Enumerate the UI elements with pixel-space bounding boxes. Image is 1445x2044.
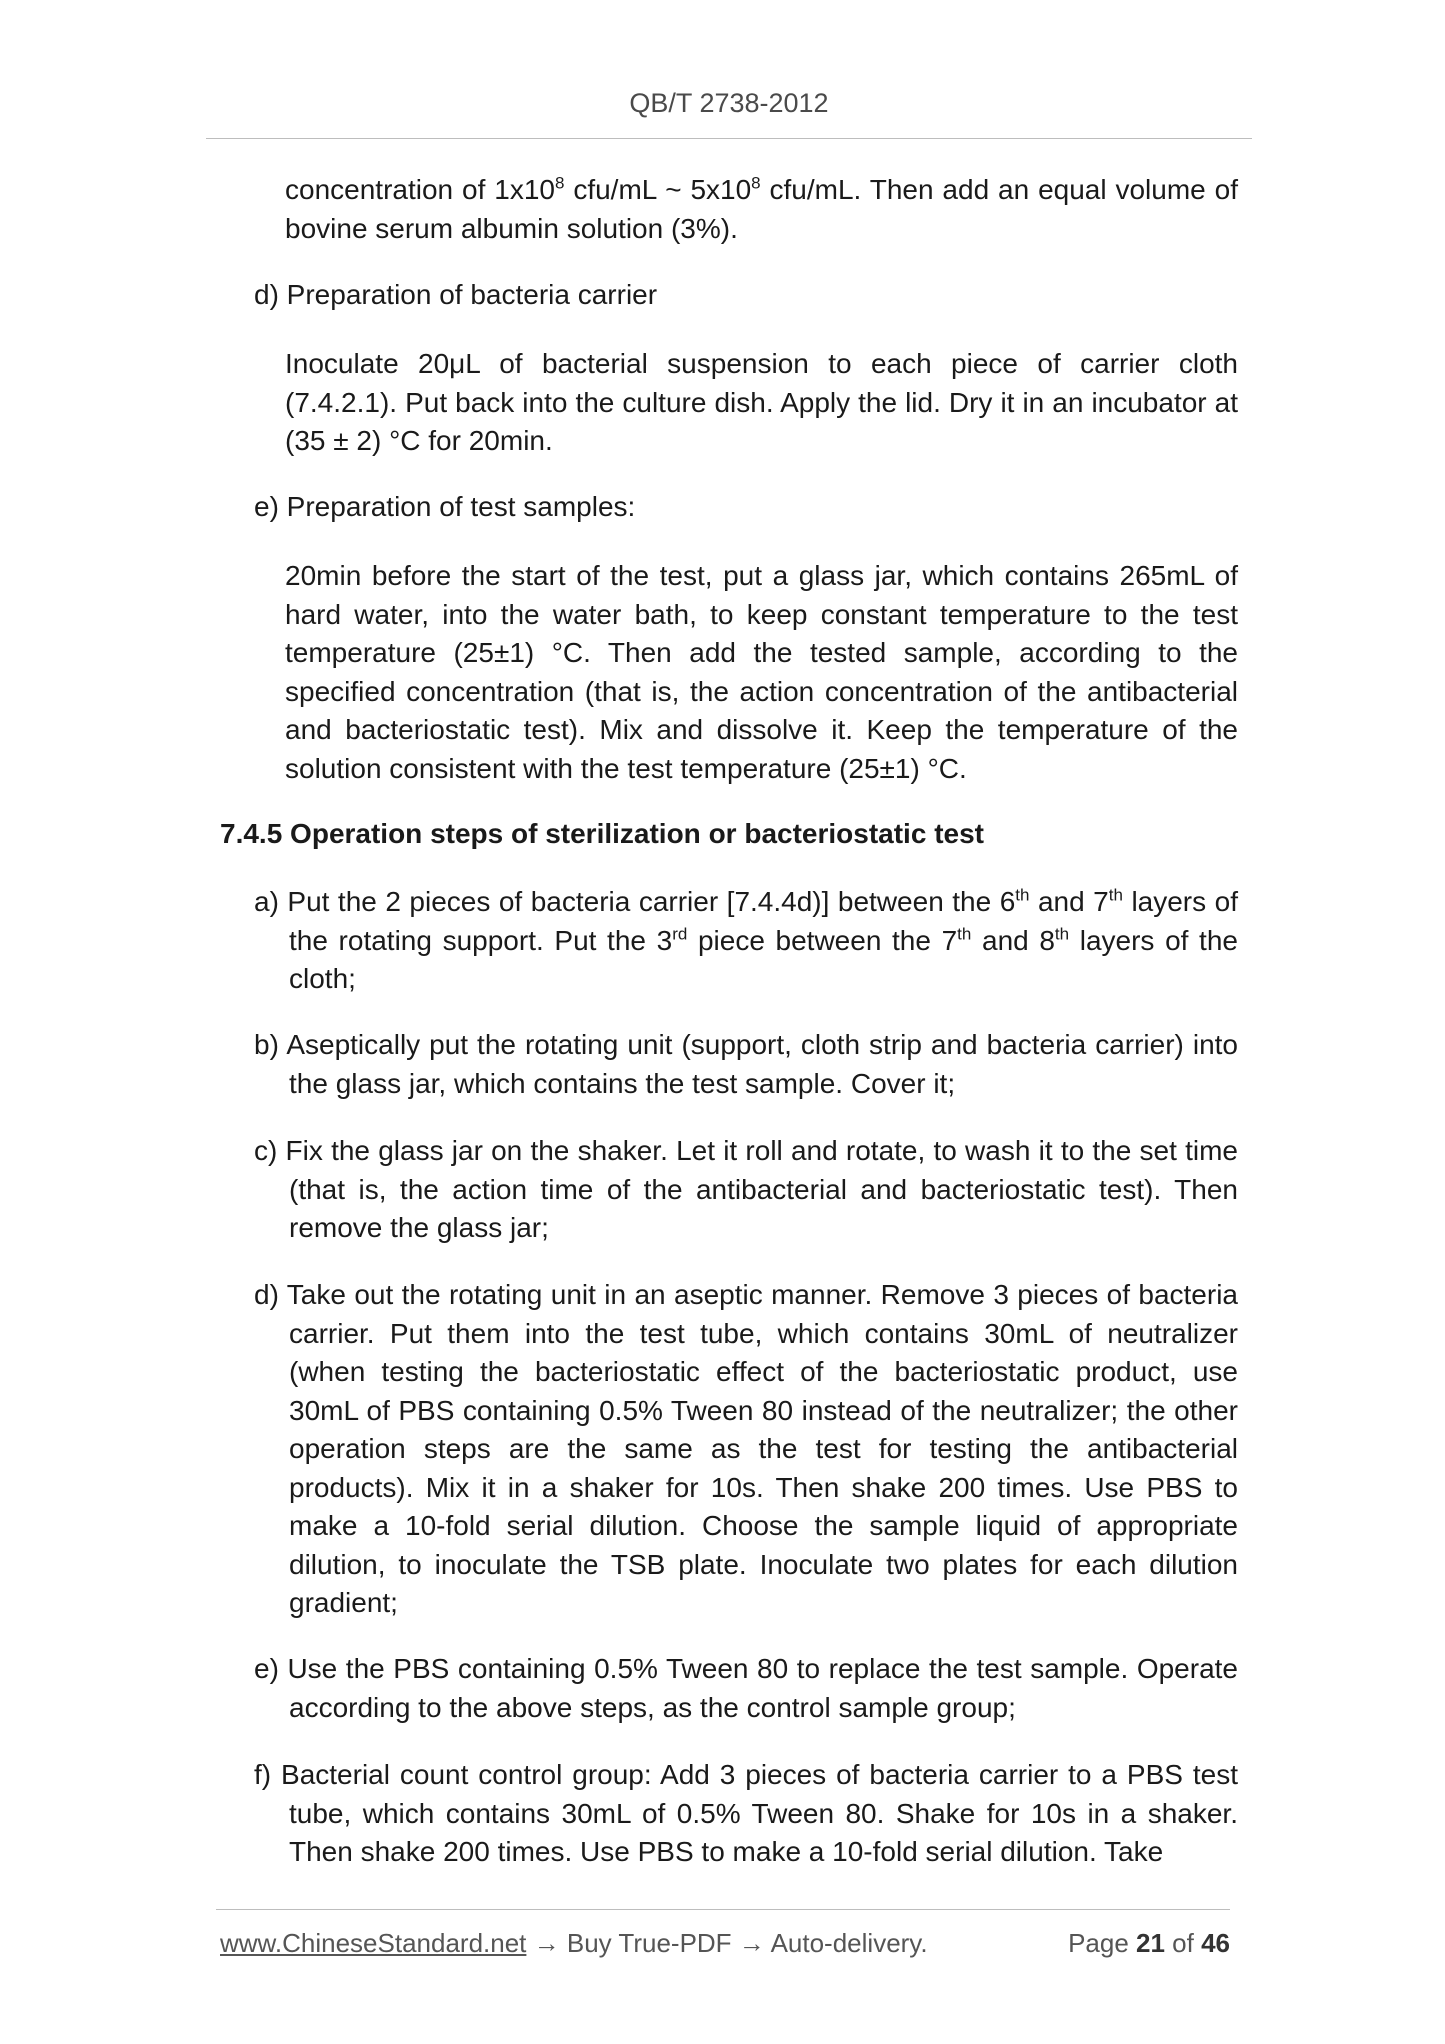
total-pages: 46 — [1201, 1928, 1230, 1958]
list-item-c: c) Fix the glass jar on the shaker. Let it roll and rotate, to wash it to the set time (that is, the action time of the antibacterial and bacteriostatic test). Then remove the glass jar; — [254, 1135, 1238, 1243]
current-page-number: 21 — [1136, 1928, 1165, 1958]
header-divider — [206, 138, 1252, 139]
site-link[interactable]: www.ChineseStandard.net — [220, 1928, 527, 1958]
intro-paragraph: concentration of $1x10^8$ cfu/mL ~ $5x10^8$ cfu/mL. Then add an equal volume of bovine serum albumin solution (3%). — [285, 173, 1238, 244]
list-item-f: f) Bacterial count control group: Add 3 pieces of bacteria carrier to a PBS test tube, which contains 30mL of 0.5% Tween 80. Shake for 10s in a shaker. Then shake 200 times. Use PBS to make a 10-fold serial dilution. Take — [254, 1759, 1238, 1867]
section-heading: 7.4.5 Operation steps of sterilization or bacteriostatic test — [220, 818, 984, 849]
list-item-d: d) Take out the rotating unit in an aseptic manner. Remove 3 pieces of bacteria carrier. Put them into the test tube, which contains 30mL of neutralizer (when testing the bacteriostatic effect of the bacteriostatic product, use 30mL of PBS containing 0.5% Tween 80 instead of the neutralizer; the other operation steps are the same as the test for testing the antibacterial products). Mix it in a shaker for 10s. Then shake 200 times. Use PBS to make a 10-fold serial dilution. Choose the sample liquid of appropriate dilution, to inoculate the TSB plate. Inoculate two plates for each dilution gradient; — [254, 1279, 1238, 1618]
page-footer — [220, 1928, 1230, 1959]
page-header-doc-id: QB/T 2738-2012 — [629, 88, 829, 118]
step-d-label: d) Preparation of bacteria carrier — [254, 279, 658, 310]
step-e-label: e) Preparation of test samples: — [254, 491, 636, 522]
list-item-a: a) Put the 2 pieces of bacteria carrier [7.4.4d)] between the 6th and 7th layers of the rotating support. Put the 3rd piece between the 7th and 8th layers of the cloth; — [254, 885, 1238, 994]
list-item-e: e) Use the PBS containing 0.5% Tween 80 to replace the test sample. Operate according to the above steps, as the control sample group; — [254, 1653, 1238, 1723]
footer-tagline: → Buy True-PDF → Auto-delivery. — [526, 1928, 928, 1958]
step-d-body: Inoculate 20μL of bacterial suspension to each piece of carrier cloth (7.4.2.1). Put back into the culture dish. Apply the lid. Dry it in an incubator at (35 ± 2) °C for 20min. — [285, 348, 1238, 456]
list-item-b: b) Aseptically put the rotating unit (support, cloth strip and bacteria carrier) into the glass jar, which contains the test sample. Cover it; — [254, 1029, 1238, 1099]
page-indicator: Page 21 of 46 — [1068, 1928, 1230, 1958]
step-e-body: 20min before the start of the test, put a glass jar, which contains 265mL of hard water, into the water bath, to keep constant temperature to the test temperature (25±1) °C. Then add the tested sample, according to the specified concentration (that is, the action concentration of the antibacterial and bacteriostatic test). Mix and dissolve it. Keep the temperature of the solution consistent with the test temperature (25±1) °C. — [285, 560, 1238, 784]
footer-divider — [216, 1909, 1230, 1910]
